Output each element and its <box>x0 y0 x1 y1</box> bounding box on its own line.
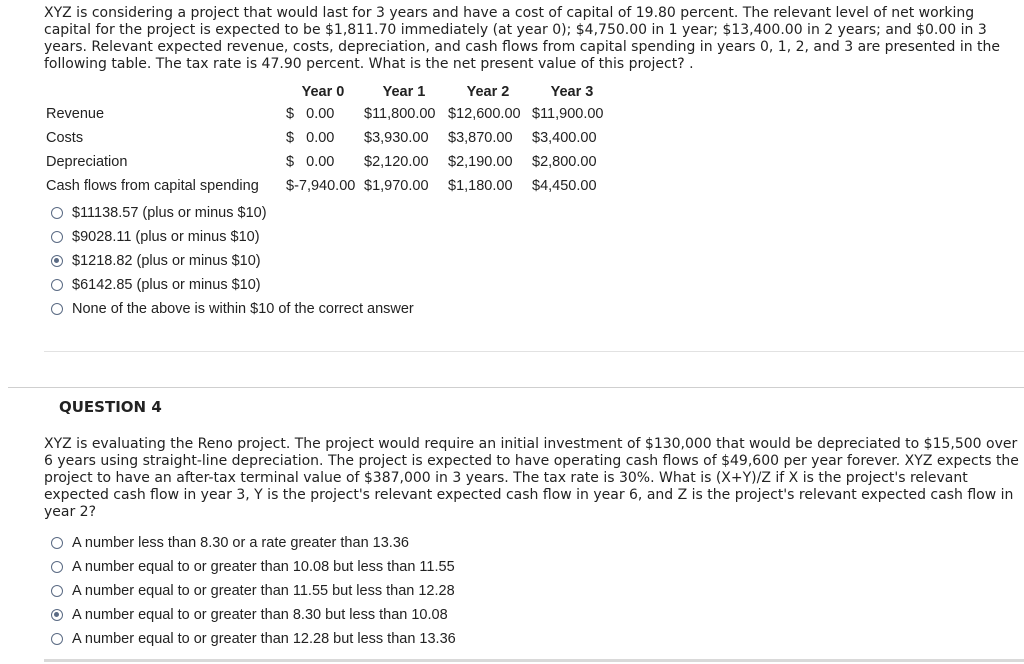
table-row <box>46 174 616 198</box>
option-label: A number equal to or greater than 8.30 but less than 10.08 <box>72 607 448 623</box>
q4-option-3[interactable] <box>51 579 456 603</box>
radio-button[interactable] <box>51 231 63 243</box>
header-cell: Year 1 <box>382 84 426 100</box>
row-label: Revenue <box>46 106 105 122</box>
radio-button-selected[interactable] <box>51 255 63 267</box>
cell-value: $12,600.00 <box>448 106 521 122</box>
q3-option-5[interactable] <box>51 297 414 321</box>
option-label: A number equal to or greater than 11.55 but less than 12.28 <box>72 583 455 599</box>
radio-button-selected[interactable] <box>51 609 63 621</box>
row-label: Cash flows from capital spending <box>46 178 259 194</box>
header-cell: Year 3 <box>550 84 594 100</box>
cell-value: $1,970.00 <box>364 178 429 194</box>
header-cell <box>46 82 286 102</box>
row-label: Depreciation <box>46 154 128 170</box>
question-divider <box>8 387 1024 388</box>
radio-button[interactable] <box>51 303 63 315</box>
cell-value: $2,120.00 <box>364 154 429 170</box>
radio-button[interactable] <box>51 633 63 645</box>
table-header-row <box>46 82 616 102</box>
cell-value: $2,800.00 <box>532 154 597 170</box>
cell-value: $3,870.00 <box>448 130 513 146</box>
q3-option-4[interactable] <box>51 273 414 297</box>
q4-option-5[interactable] <box>51 627 456 651</box>
cell-value: $ 0.00 <box>286 130 335 146</box>
q3-option-1[interactable] <box>51 201 414 225</box>
bottom-border <box>44 659 1024 662</box>
cell-value: $ 0.00 <box>286 154 335 170</box>
cell-value: $2,190.00 <box>448 154 513 170</box>
table-row <box>46 126 616 150</box>
option-label: $1218.82 (plus or minus $10) <box>72 253 261 269</box>
question-4-text: XYZ is evaluating the Reno project. The project would require an initial investment of $130,000 that would be depreciated to $15,500 over 6 years using straight-line depreciation. The project is expected to have operating cash flows of $49,600 per year forever. XYZ expects the project to have an after-tax terminal value of $387,000 in 3 years. The tax rate is 30%. What is (X+Y)/Z if X is the project's relevant expected cash flow in year 3, Y is the project's relevant expected cash flow in year 6, and Z is the project's relevant expected cash flow in year 2? <box>44 436 1019 520</box>
radio-button[interactable] <box>51 207 63 219</box>
q4-option-4[interactable] <box>51 603 456 627</box>
option-label: None of the above is within $10 of the correct answer <box>72 301 414 317</box>
cell-value: $11,800.00 <box>364 106 436 122</box>
section-divider <box>44 351 1024 352</box>
cell-value: $4,450.00 <box>532 178 597 194</box>
question-3-options <box>51 201 414 321</box>
question-4-options <box>51 531 456 651</box>
option-label: $11138.57 (plus or minus $10) <box>72 205 267 221</box>
option-label: A number equal to or greater than 10.08 but less than 11.55 <box>72 559 455 575</box>
cell-value: $1,180.00 <box>448 178 513 194</box>
q3-option-3[interactable] <box>51 249 414 273</box>
q4-option-1[interactable] <box>51 531 456 555</box>
option-label: $9028.11 (plus or minus $10) <box>72 229 260 245</box>
question-4-title: QUESTION 4 <box>59 398 162 416</box>
row-label: Costs <box>46 130 84 146</box>
cell-value: $3,400.00 <box>532 130 597 146</box>
table-row <box>46 150 616 174</box>
table-row <box>46 102 616 126</box>
cell-value: $11,900.00 <box>532 106 604 122</box>
radio-button[interactable] <box>51 585 63 597</box>
cash-flow-table <box>46 82 616 198</box>
option-label: A number equal to or greater than 12.28 but less than 13.36 <box>72 631 456 647</box>
question-3-text: XYZ is considering a project that would last for 3 years and have a cost of capital of 19.80 percent. The relevant level of net working capital for the project is expected to be $1,811.70 immediately (at year 0); $4,750.00 in 1 year; $13,400.00 in 2 years; and $0.00 in 3 years. Relevant expected revenue, costs, depreciation, and cash flows from capital spending in years 0, 1, 2, and 3 are presented in the following table. The tax rate is 47.90 percent. What is the net present value of this project? . <box>44 5 1001 72</box>
header-cell: Year 0 <box>301 84 345 100</box>
option-label: $6142.85 (plus or minus $10) <box>72 277 261 293</box>
radio-button[interactable] <box>51 537 63 549</box>
radio-button[interactable] <box>51 279 63 291</box>
option-label: A number less than 8.30 or a rate greater than 13.36 <box>72 535 409 551</box>
cell-value: $ 0.00 <box>286 106 335 122</box>
q4-option-2[interactable] <box>51 555 456 579</box>
header-cell: Year 2 <box>466 84 510 100</box>
cell-value: $3,930.00 <box>364 130 429 146</box>
cell-value: $-7,940.00 <box>286 178 356 194</box>
q3-option-2[interactable] <box>51 225 414 249</box>
radio-button[interactable] <box>51 561 63 573</box>
